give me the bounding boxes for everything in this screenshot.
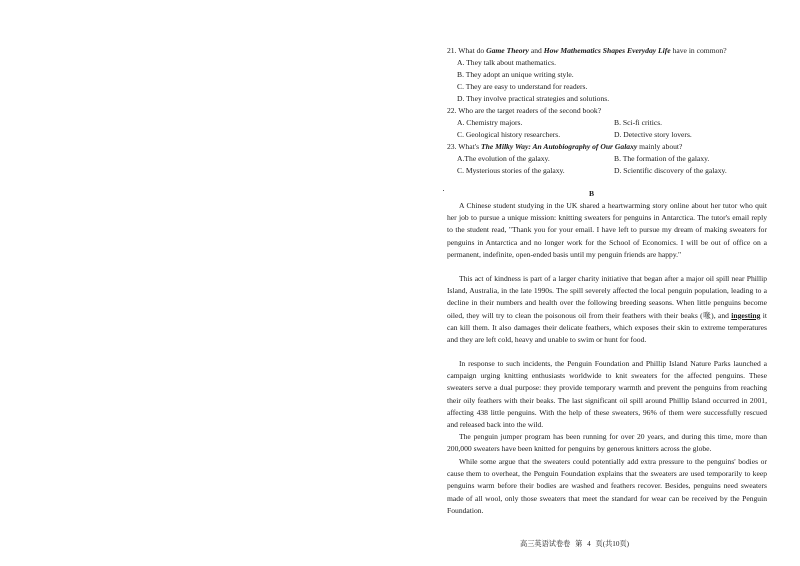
question-number: 22. xyxy=(447,106,457,115)
book-title: Game Theory xyxy=(486,46,529,55)
option-21-a[interactable]: A. They talk about mathematics. xyxy=(457,58,556,67)
underlined-keyword: ingesting xyxy=(731,310,761,320)
option-22-c[interactable]: C. Geological history researchers. xyxy=(457,130,561,139)
book-title: How Mathematics Shapes Everyday Life xyxy=(543,46,671,55)
option-21-d[interactable]: D. They involve practical strategies and solutions. xyxy=(457,94,610,103)
question-21-stem: 21. What do Game Theory and How Mathematics Shapes Everyday Life have in common? xyxy=(447,46,727,55)
option-21-b[interactable]: B. They adopt an unique writing style. xyxy=(457,70,574,79)
question-22-stem: 22. Who are the target readers of the second book? xyxy=(447,106,602,115)
question-23-stem: 23. What's The Milky Way: An Autobiography of Our Galaxy mainly about? xyxy=(447,142,683,151)
passage-paragraph-3: In response to such incidents, the Penguin Foundation and Phillip Island Nature Parks launched a campaign urging knitting enthusiasts worldwide to knit sweaters for the affected penguins. These sweaters serve a dual purpose: they provide temporary warmth and prevent the penguins from reaching their oily feathers with their beaks. The last significant oil spill around Phillip Island occurred in 2001, affecting 438 little penguins. With the help of these sweaters, 96% of them were successfully rescued and released back into the wild. xyxy=(447,359,767,430)
option-23-c[interactable]: C. Mysterious stories of the galaxy. xyxy=(457,166,565,175)
option-23-a[interactable]: A.The evolution of the galaxy. xyxy=(457,154,550,163)
page-number: 4 xyxy=(587,540,591,548)
option-21-c[interactable]: C. They are easy to understand for readers. xyxy=(457,82,588,91)
passage-paragraph-2: This act of kindness is part of a larger charity initiative that began after a major oil spill near Phillip Island, Australia, in the late 1990s. The spill severely affected the local penguin population, leading to a decline in their numbers and health over the following breeding seasons. When little penguins become oiled, they will try to clean the poisonous oil from their feathers with their beaks (喙), and ingesting it can kill them. It also damages their delicate feathers, which exposes their skin to extreme temperatures and they are left cold, heavy and unable to swim or hunt for food. xyxy=(447,274,767,345)
passage-paragraph-1: A Chinese student studying in the UK shared a heartwarming story online about her tutor who quit her job to pursue a unique mission: knitting sweaters for penguins in Antarctica. The tutor's email reply to the student read, "Thank you for your email. I have left to pursue my dream of making sweaters for penguins in Antarctica and no longer work for the School of Economics. I will be out of office on a permanent, indefinite, open-ended basis until my penguin friends are happy." xyxy=(447,201,767,259)
option-22-a[interactable]: A. Chemistry majors. xyxy=(457,118,523,127)
passage-paragraph-4: The penguin jumper program has been running for over 20 years, and during this time, more than 200,000 sweaters have been knitted for penguins by generous knitters across the globe. xyxy=(447,432,767,454)
option-22-d[interactable]: D. Detective story lovers. xyxy=(614,130,692,139)
option-23-d[interactable]: D. Scientific discovery of the galaxy. xyxy=(614,166,727,175)
book-title: The Milky Way: An Autobiography of Our Galaxy xyxy=(480,142,638,151)
question-number: 23. xyxy=(447,142,457,151)
section-label: B xyxy=(589,189,595,198)
passage-paragraph-5: While some argue that the sweaters could potentially add extra pressure to the penguins' bodies or cause them to overheat, the Penguin Foundation explains that the sweaters are used temporarily to keep penguins warm before their bodies are washed and feathers recover. Besides, penguins need sweaters made of all wool, only those sweaters that meet the standard for wear can be received by the Penguin Foundation. xyxy=(447,457,767,515)
scan-speck xyxy=(443,190,444,191)
page-footer: 高三英语试卷卷 第 4 页(共10页) xyxy=(520,540,630,548)
exam-title: 高三英语试卷卷 xyxy=(520,540,571,548)
question-number: 21. xyxy=(447,46,457,55)
option-22-b[interactable]: B. Sci-fi critics. xyxy=(614,118,663,127)
option-23-b[interactable]: B. The formation of the galaxy. xyxy=(614,154,710,163)
